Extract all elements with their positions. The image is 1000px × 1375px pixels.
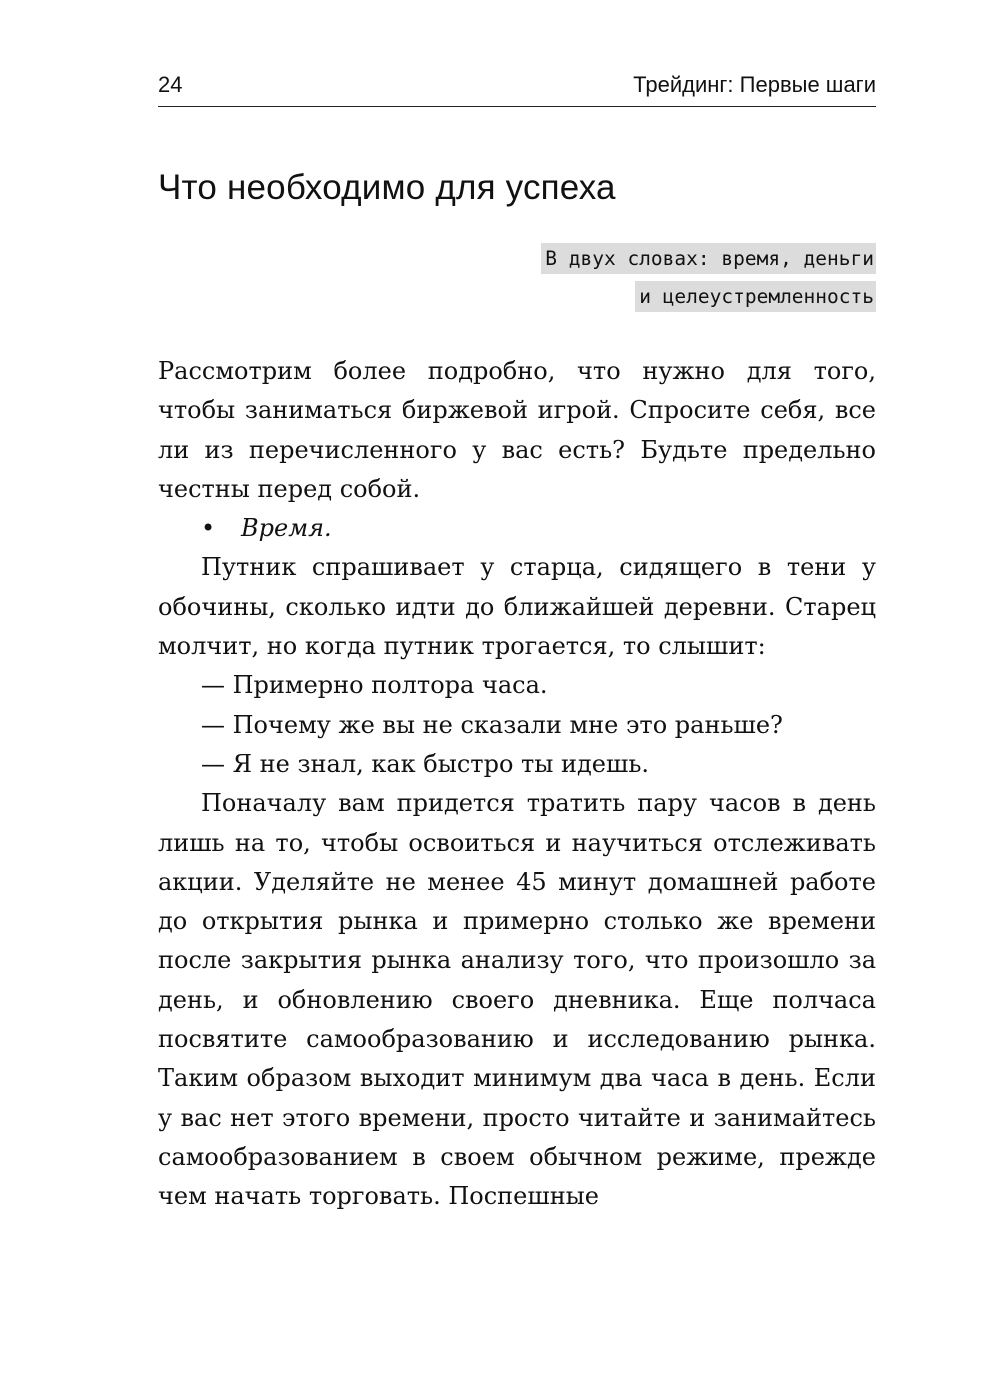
running-header bbox=[158, 68, 876, 107]
bullet-marker: • bbox=[201, 514, 216, 543]
parable-paragraph: Путник спрашивает у старца, сидящего в тени у обочины, сколько идти до ближайшей деревни. Старец молчит, но когда путник трогается, то слышит: bbox=[158, 553, 876, 661]
intro-paragraph: Рассмотрим более подробно, что нужно для того, чтобы заниматься биржевой игрой. Спросите себя, все ли из перечисленного у вас есть? Будьте предельно честны перед собой. bbox=[158, 357, 876, 503]
bullet-item-time bbox=[158, 509, 876, 548]
dialog-line: — Примерно полтора часа. bbox=[201, 671, 548, 700]
chapter-title: Что необходимо для успеха bbox=[158, 168, 616, 207]
epigraph bbox=[541, 240, 876, 316]
dialog-line: — Я не знал, как быстро ты идешь. bbox=[201, 749, 650, 778]
page-number: 24 bbox=[158, 72, 183, 97]
dialog-line: — Почему же вы не сказали мне это раньше? bbox=[201, 710, 783, 739]
running-title: Трейдинг: Первые шаги bbox=[633, 72, 876, 97]
body-text bbox=[158, 352, 876, 1217]
bullet-label: Время. bbox=[241, 514, 332, 543]
main-paragraph: Поначалу вам придется тратить пару часов в день лишь на то, чтобы освоиться и научиться отслеживать акции. Уделяйте не менее 45 минут домашней работе до открытия рынка и примерно столько же времени после закрытия рынка анализу того, что произошло за день, и обновлению своего дневника. Еще полчаса посвятите самообразованию и исследованию рынка. Таким образом выходит минимум два часа в день. Если у вас нет этого времени, просто читайте и занимайтесь самообразованием в своем обычном режиме, прежде чем начать торговать. Поспешные bbox=[158, 789, 876, 1211]
epigraph-line-1: В двух словах: время, деньги bbox=[541, 243, 876, 274]
epigraph-line-2: и целеустремленность bbox=[635, 281, 876, 312]
